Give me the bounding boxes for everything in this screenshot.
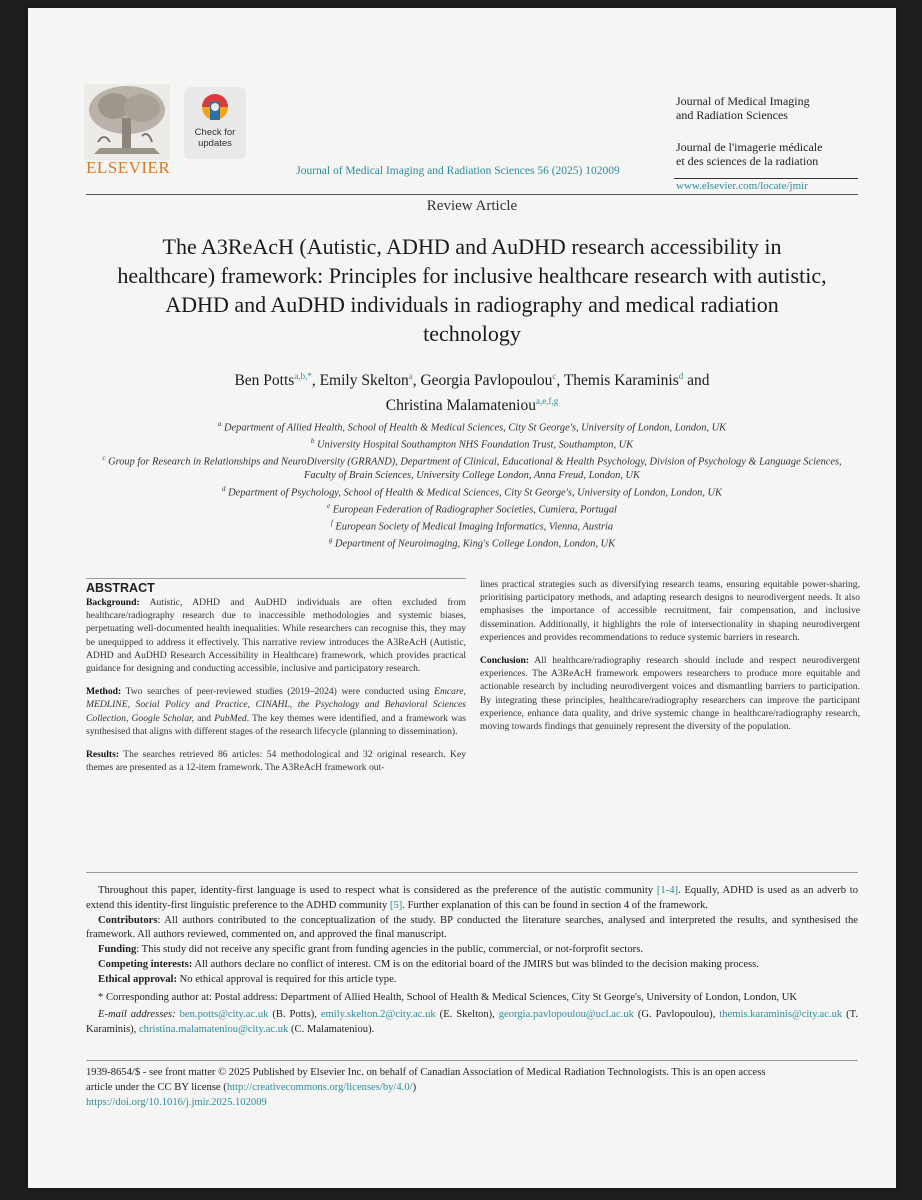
- copyright-block: [86, 1066, 858, 1110]
- article-page: [28, 8, 896, 1188]
- abstract-results-continued: lines practical strategies such as diversifying research teams, ensuring equitable power-sharing, prioritising participatory methods, and adapting research designs to neurodivergent needs. It also emphasises the importance of accessible recruitment, fair compensation, and inclusive dissemination. Additionally, it highlights the role of intersectionality in shaping neurodivergent experiences and provides recommendations to reduce systemic barriers in research.: [480, 579, 860, 643]
- abstract-right-column: [480, 578, 860, 743]
- affiliation-item: $^g$ Department of Neuroimaging, King's College London, London, UK: [328, 535, 616, 550]
- abstract-background: Background: Autistic, ADHD and AuDHD individuals are often excluded from healthcare/radiography research due to inaccessible methodologies and systemic biases, perpetuating well-documented health inequalities. While researchers can recognise this, they may be unequipped to address it effectively. This narrative review introduces the A3ReAcH (Autistic, ADHD and AuDHD Research Accessibility in Healthcare) framework, which provides practical guidance for designing and conducting accessible, inclusive and participatory research.: [86, 597, 466, 675]
- affiliation-item: $^d$ Department of Psychology, School of Health & Medical Sciences, City St George's, University of London, London, UK: [222, 484, 722, 499]
- footnote-corresponding: * Corresponding author at: Postal address: Department of Allied Health, School of Health & Medical Sciences, City St George's, University of London, London, UK: [98, 991, 798, 1003]
- affiliation-item: $^a$ Department of Allied Health, School of Health & Medical Sciences, City St George's, University of London, London, UK: [217, 420, 727, 434]
- article-type: Review Article: [426, 198, 518, 214]
- author-affiliation-marks: c: [552, 371, 557, 381]
- affiliation-item: $^c$ Group for Research in Relationships and NeuroDiversity (GRRAND), Department of Clinical, Educational & Health Psychology, Division of Psychology & Language Sciences, Faculty of Brain Sciences, University College London, Anna Freud, London, UK: [102, 454, 842, 482]
- crossmark-icon: [200, 93, 230, 125]
- footnote-ethics: Ethical approval: No ethical approval is required for this article type.: [98, 973, 397, 985]
- abstract-bottom-rule: [86, 872, 858, 873]
- footnote-competing: Competing interests: All authors declare no conflict of interest. CM is on the editorial board of the JMIRS but was blinded to the decision making process.: [98, 958, 759, 970]
- footnote-emails: E-mail addresses: ben.potts@city.ac.uk (B. Potts), emily.skelton.2@city.ac.uk (E. Skelton), georgia.pavlopoulou@ucl.ac.uk (G. Pavlopoulou), themis.karaminis@city.ac.uk (T. Karaminis), christina.malamateniou@city.ac.uk (C. Malamateniou).: [86, 1009, 858, 1036]
- abstract-top-rule: [86, 578, 466, 579]
- author-affiliation-marks: a,b,*: [294, 371, 312, 381]
- author-name: Georgia Pavlopoulou: [420, 372, 553, 390]
- license-link[interactable]: http://creativecommons.org/licenses/by/4.0/: [226, 1081, 413, 1093]
- author-affiliation-marks: d: [678, 371, 684, 381]
- footnote-language: Throughout this paper, identity-first language is used to respect what is considered as the preference of the autistic community [1-4]. Equally, ADHD is used as an adverb to extend this identity-first linguistic preference to the ADHD community [5]. Further explanation of this can be found in section 4 of the framework.: [86, 885, 858, 911]
- abstract-method: Method: Two searches of peer-reviewed studies (2019–2024) were conducted using Emcare, MEDLINE, Social Policy and Practice, CINAHL, the Psychology and Behavioral Sciences Collection, Google Scholar, and PubMed. The key themes were identified, and a framework was synthesised that aligns with different stages of the research lifecycle (planning to dissemination).: [86, 686, 467, 737]
- footnote-funding: Funding: This study did not receive any specific grant from funding agencies in the public, commercial, or not-forprofit sectors.: [98, 944, 643, 956]
- elsevier-wordmark: ELSEVIER: [86, 158, 171, 177]
- footnote-contributors: Contributors: All authors contributed to the conceptualization of the study. BP conducted the literature searches, analysed and interpreted the results, and synthesised the framework. All authors reviewed, commented on, and approved the final manuscript.: [86, 914, 858, 941]
- elsevier-tree-logo: [84, 84, 170, 160]
- doi-link[interactable]: https://doi.org/10.1016/j.jmir.2025.102009: [86, 1096, 267, 1108]
- journal-title-en: Journal of Medical Imaging and Radiation Sciences: [676, 94, 810, 122]
- abstract-results: Results: The searches retrieved 86 articles: 54 methodological and 32 original research. Key themes are presented as a 12-item framework. The A3ReAcH framework out-: [86, 749, 466, 774]
- author-affiliation-marks: a: [408, 371, 413, 381]
- affiliation-item: $^e$ European Federation of Radiographer Societies, Cumiera, Portugal: [327, 501, 617, 516]
- footer-rule: [86, 1060, 858, 1061]
- affiliation-item: $^b$ University Hospital Southampton NHS Foundation Trust, Southampton, UK: [310, 437, 634, 451]
- author-list: Ben Potts$^{a,b,*}$, Emily Skelton$^a$, Georgia Pavlopoulou$^c$, Themis Karaminis$^d$ and Christina Malamateniou$^{a,e,f,g}$: [234, 371, 710, 415]
- journal-title-fr: Journal de l'imagerie médicale et des sciences de la radiation: [676, 140, 823, 168]
- header-rule: [86, 194, 858, 195]
- license-line: article under the CC BY license (http://creativecommons.org/licenses/by/4.0/): [86, 1081, 417, 1093]
- author-name: Themis Karaminis: [563, 372, 679, 390]
- copyright-line: 1939-8654/$ - see front matter © 2025 Published by Elsevier Inc. on behalf of Canadian Association of Medical Radiation Technologists. This is an open access: [86, 1067, 766, 1078]
- abstract-left-column: [86, 596, 466, 784]
- journal-url[interactable]: www.elsevier.com/locate/jmir: [676, 180, 808, 192]
- footnotes: [86, 884, 858, 1038]
- affiliation-list: [88, 418, 856, 551]
- author-name: Emily Skelton: [319, 372, 409, 390]
- journal-citation: Journal of Medical Imaging and Radiation Sciences 56 (2025) 102009: [296, 165, 620, 177]
- author-affiliation-marks: a,e,f,g: [535, 396, 559, 407]
- author-name: Christina Malamateniou: [385, 397, 536, 415]
- affiliation-item: $^f$ European Society of Medical Imaging Informatics, Vienna, Austria: [330, 518, 614, 533]
- abstract-conclusion: Conclusion: All healthcare/radiography research should include and respect neurodivergent experiences. The A3ReAcH framework empowers researchers to produce more equitable and actionable research by including neurodivergent voices and dismantling barriers to participation. By integrating these principles, healthcare/radiography researchers can improve the participant experience, enhance data quality, and drive systemic change in healthcare/radiography research, moving towards findings that genuinely represent the diversity of the population.: [480, 655, 860, 733]
- check-for-updates-badge[interactable]: [184, 87, 246, 159]
- author-name: Ben Potts: [234, 372, 295, 390]
- abstract-heading: ABSTRACT: [86, 581, 155, 595]
- article-title: The A3ReAcH (Autistic, ADHD and AuDHD research accessibility in healthcare) framework: Principles for inclusive healthcare research with autistic, ADHD and AuDHD individuals in radiography and medical radiation technology: [117, 234, 827, 346]
- journal-box-rule: [674, 178, 858, 179]
- check-for-updates-label: Check for updates: [194, 127, 236, 149]
